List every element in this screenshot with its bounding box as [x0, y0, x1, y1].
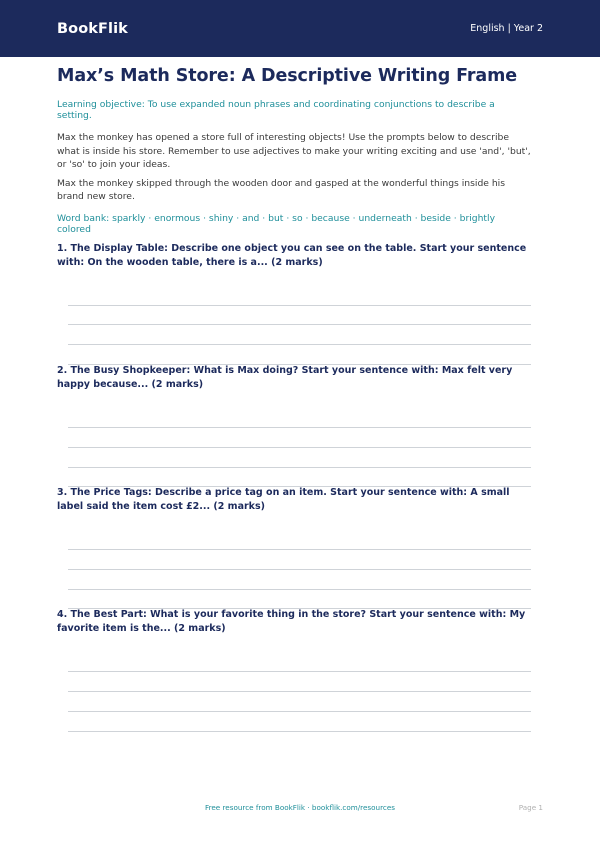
- learning-objective: Learning objective: To use expanded noun phrases and coordinating conjunctions to describe a setting.: [57, 99, 495, 121]
- answer-line[interactable]: [68, 589, 531, 590]
- question-3: 3. The Price Tags: Describe a price tag on an item. Start your sentence with: A small label said the item cost £2... (2 marks): [57, 487, 510, 512]
- answer-line[interactable]: [68, 324, 531, 325]
- question-2: 2. The Busy Shopkeeper: What is Max doing? Start your sentence with: Max felt very happy because... (2 marks): [57, 365, 513, 390]
- brand-logo: BookFlik: [57, 20, 128, 37]
- question-1: 1. The Display Table: Describe one object you can see on the table. Start your sentence with: On the wooden table, there is a... (2 marks): [57, 243, 527, 268]
- intro-paragraph: Max the monkey has opened a store full of interesting objects! Use the prompts below to describe what is inside his store. Remember to use adjectives to make your writing exciting and use 'and', 'but', or 'so' to join your ideas.: [57, 132, 531, 170]
- starter-paragraph: Max the monkey skipped through the wooden door and gasped at the wonderful things inside his brand new store.: [57, 177, 506, 202]
- page-header: [0, 0, 600, 57]
- question-4: 4. The Best Part: What is your favorite thing in the store? Start your sentence with: My favorite item is the... (2 marks): [57, 609, 526, 634]
- page-title: Max’s Math Store: A Descriptive Writing Frame: [57, 66, 518, 86]
- answer-line[interactable]: [68, 427, 531, 428]
- answer-line[interactable]: [68, 569, 531, 570]
- answer-line[interactable]: [68, 344, 531, 345]
- answer-line[interactable]: [68, 691, 531, 692]
- subject-year: English | Year 2: [470, 23, 543, 34]
- worksheet-intro: [57, 66, 531, 235]
- answer-line[interactable]: [68, 305, 531, 306]
- answer-line[interactable]: [68, 711, 531, 712]
- answer-line[interactable]: [68, 671, 531, 672]
- answer-line[interactable]: [68, 731, 531, 732]
- answer-line[interactable]: [68, 447, 531, 448]
- page-number: Page 1: [518, 803, 543, 812]
- answer-line[interactable]: [68, 467, 531, 468]
- word-bank: Word bank: sparkly · enormous · shiny · and · but · so · because · underneath · beside · brightly colored: [57, 212, 496, 235]
- answer-line[interactable]: [68, 549, 531, 550]
- footer-resource-link[interactable]: Free resource from BookFlik · bookflik.com/resources: [204, 803, 396, 812]
